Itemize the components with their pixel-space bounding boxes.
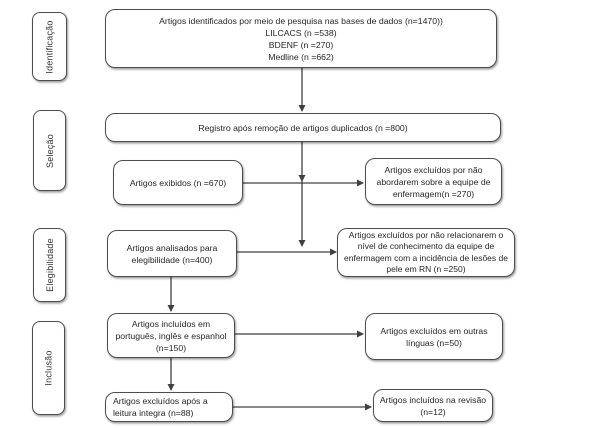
included-language-text: Artigos incluídos em português, inglês e espanhol (n=150)	[115, 318, 227, 353]
box-excluded-full-text	[105, 392, 233, 422]
box-eligibility-analyzed	[107, 230, 237, 277]
deduplicated-text: Registro após remoção de artigos duplicados (n =800)	[198, 122, 408, 133]
stage-inclusao	[32, 321, 65, 415]
stage-identificacao-label: Identificação	[44, 19, 55, 74]
excluded-fulltext-text: Artigos excluídos após a leitura integra (n=88)	[113, 396, 208, 418]
excluded-language-text: Artigos excluídos em outras línguas (n=50)	[380, 325, 488, 348]
excluded-relation-text: Artigos excluídos por não relacionarem o nível de conhecimento da equipe de enfermagem com a incidência de lesões de pele em RN (n =250)	[344, 229, 508, 274]
stage-elegibilidade	[33, 228, 66, 302]
stage-selecao	[33, 110, 66, 191]
box-excluded-other-languages	[365, 313, 503, 360]
identified-line-medline: Medline (n =662)	[268, 51, 334, 62]
stage-selecao-label: Seleção	[44, 133, 55, 168]
box-deduplicated	[105, 113, 501, 142]
stage-inclusao-label: Inclusão	[43, 350, 54, 386]
excluded-scope-text: Artigos excluídos por não abordarem sobre a equipe de enfermagem(n =270)	[376, 164, 491, 199]
stage-elegibilidade-label: Elegibilidade	[44, 238, 55, 292]
box-excluded-not-related	[337, 228, 515, 277]
box-included-languages	[107, 313, 235, 358]
identified-line-lilcacs: LILCACS (n =538)	[265, 27, 337, 38]
box-identified-articles	[105, 9, 497, 68]
box-excluded-not-nursing-team	[365, 158, 502, 205]
screened-text: Artigos exibidos (n =670)	[129, 177, 227, 188]
eligibility-text: Artigos analisados para elegibilidade (n=400)	[126, 242, 218, 265]
stage-identificacao	[32, 12, 67, 81]
box-screened	[113, 160, 243, 205]
identified-line-total: Artigos identificados por meio de pesquisa nas bases de dados (n=1470))	[159, 15, 443, 26]
included-review-text: Artigos incluídos na revisão (n=12)	[379, 394, 487, 417]
box-included-review	[373, 389, 493, 422]
identified-line-bdenf: BDENF (n =270)	[268, 39, 334, 50]
